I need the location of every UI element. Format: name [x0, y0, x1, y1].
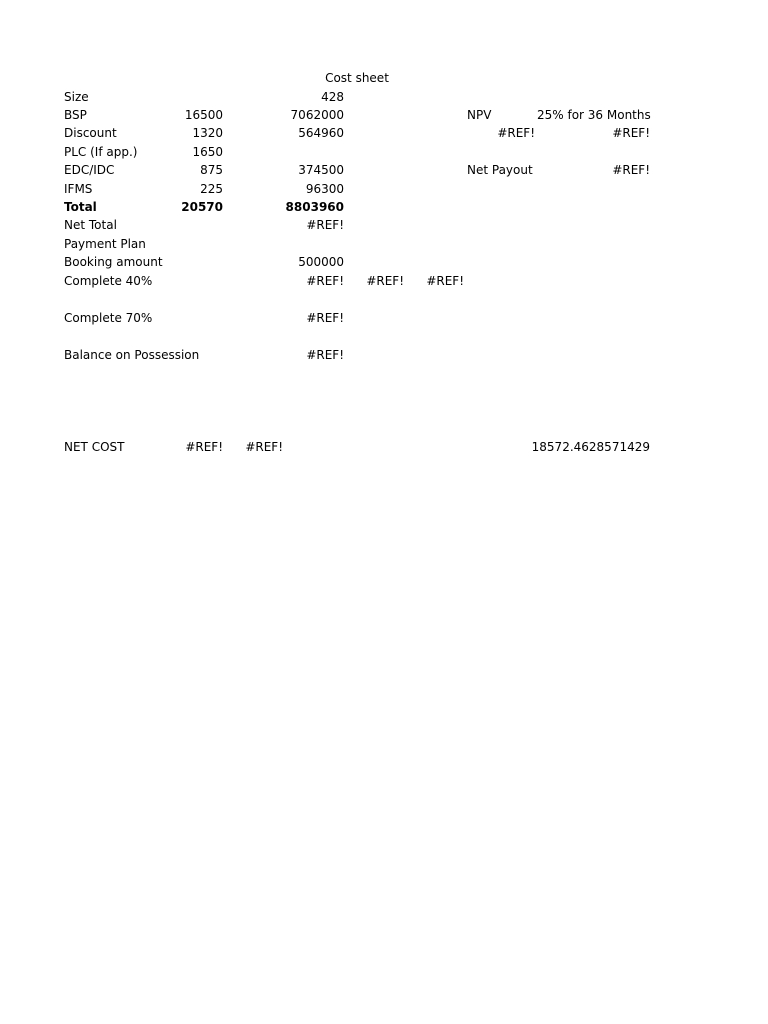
- row-label-discount: Discount: [64, 126, 117, 140]
- size-amount: 428: [321, 90, 344, 104]
- total-rate: 20570: [181, 200, 223, 214]
- discount-rate: 1320: [192, 126, 223, 140]
- edc-amount: 374500: [298, 163, 344, 177]
- plc-rate: 1650: [192, 145, 223, 159]
- complete40-amount: #REF!: [306, 274, 344, 288]
- npv-value-2: #REF!: [612, 126, 650, 140]
- npv-label: NPV: [467, 108, 492, 122]
- net-cost-value-3: 18572.4628571429: [531, 440, 650, 454]
- complete70-amount: #REF!: [306, 311, 344, 325]
- total-amount: 8803960: [285, 200, 344, 214]
- net-payout-value: #REF!: [612, 163, 650, 177]
- row-label-booking: Booking amount: [64, 255, 163, 269]
- sheet-title: Cost sheet: [325, 71, 389, 85]
- row-label-plc: PLC (If app.): [64, 145, 138, 159]
- discount-amount: 564960: [298, 126, 344, 140]
- possession-amount: #REF!: [306, 348, 344, 362]
- row-label-net-cost: NET COST: [64, 440, 125, 454]
- net-cost-value-2: #REF!: [245, 440, 283, 454]
- row-label-complete40: Complete 40%: [64, 274, 153, 288]
- row-label-size: Size: [64, 90, 89, 104]
- row-label-total: Total: [64, 200, 97, 214]
- net-total-amount: #REF!: [306, 218, 344, 232]
- row-label-edc: EDC/IDC: [64, 163, 115, 177]
- row-label-complete70: Complete 70%: [64, 311, 153, 325]
- npv-rate-text: 25% for 36 Months: [537, 108, 651, 122]
- row-label-net-total: Net Total: [64, 218, 117, 232]
- row-label-possession: Balance on Possession: [64, 348, 200, 362]
- net-cost-value-1: #REF!: [185, 440, 223, 454]
- row-label-bsp: BSP: [64, 108, 87, 122]
- npv-value-1: #REF!: [497, 126, 535, 140]
- edc-rate: 875: [200, 163, 223, 177]
- complete40-extra-2: #REF!: [426, 274, 464, 288]
- net-payout-label: Net Payout: [467, 163, 533, 177]
- row-label-ifms: IFMS: [64, 182, 93, 196]
- booking-amount: 500000: [298, 255, 344, 269]
- ifms-rate: 225: [200, 182, 223, 196]
- bsp-rate: 16500: [184, 108, 223, 122]
- row-label-payment-plan: Payment Plan: [64, 237, 146, 251]
- ifms-amount: 96300: [305, 182, 344, 196]
- bsp-amount: 7062000: [290, 108, 344, 122]
- complete40-extra-1: #REF!: [366, 274, 404, 288]
